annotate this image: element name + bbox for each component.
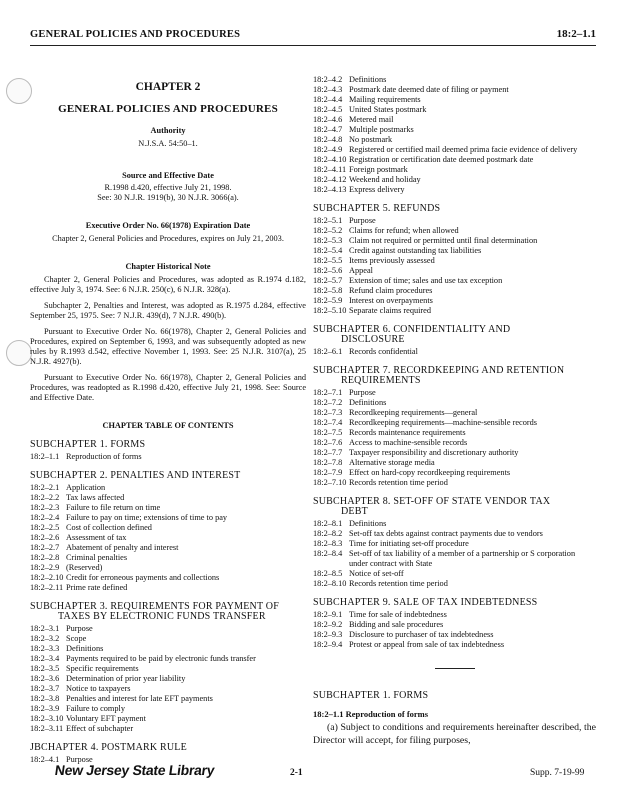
- toc-item-number: 18:2–4.10: [313, 155, 347, 164]
- toc-item-title: Credit against outstanding tax liabilities: [349, 246, 482, 255]
- toc-item: [313, 286, 596, 296]
- toc-subchapter-9-title: SUBCHAPTER 9. SALE OF TAX INDEBTEDNESS: [313, 597, 538, 608]
- toc-item-number: 18:2–7.7: [313, 448, 343, 457]
- title-line: SUBCHAPTER 7. RECORDKEEPING AND RETENTION: [313, 365, 565, 376]
- title-line: SUBCHAPTER 8. SET-OFF OF STATE VENDOR TAX: [313, 496, 551, 507]
- toc-item: [30, 523, 306, 533]
- toc-heading: CHAPTER TABLE OF CONTENTS: [102, 421, 234, 430]
- toc-item-title: Effect of subchapter: [66, 724, 134, 733]
- authority-text: N.J.S.A. 54:50–1.: [138, 139, 198, 148]
- toc-item-title: No postmark: [349, 135, 393, 144]
- body-subchapter-title: SUBCHAPTER 1. FORMS: [313, 690, 429, 701]
- executive-order-text: Chapter 2, General Policies and Procedures, expires on July 21, 2003.: [52, 234, 284, 243]
- toc-item-title: Application: [66, 483, 106, 492]
- toc-item-title: Failure to pay on time; extensions of time to pay: [66, 513, 228, 522]
- toc-item-number: 18:2–1.1: [30, 452, 60, 461]
- toc-item: [313, 165, 596, 175]
- toc-item: [313, 519, 596, 529]
- toc-item-title: Reproduction of forms: [66, 452, 142, 461]
- toc-item: [313, 458, 596, 468]
- toc-item-title: Separate claims required: [349, 306, 432, 315]
- toc-item-number: 18:2–3.8: [30, 694, 60, 703]
- toc-list: [313, 519, 596, 589]
- supplement-date: Supp. 7-19-99: [530, 768, 585, 778]
- toc-subchapter-7-title: [313, 366, 596, 386]
- toc-item-number: 18:2–7.10: [313, 478, 347, 487]
- toc-subchapter-2-title: SUBCHAPTER 2. PENALTIES AND INTEREST: [30, 470, 241, 481]
- toc-item-number: 18:2–4.12: [313, 175, 347, 184]
- toc-item-title: (Reserved): [66, 563, 103, 572]
- chapter-name: GENERAL POLICIES AND PROCEDURES: [58, 103, 278, 115]
- toc-list: [30, 483, 306, 593]
- toc-item: [313, 256, 596, 266]
- toc-item-title: Records retention time period: [349, 579, 448, 588]
- toc-item: [313, 610, 596, 620]
- toc-item: [313, 75, 596, 85]
- toc-item: [313, 640, 596, 650]
- toc-item-title: Credit for erroneous payments and collections: [66, 573, 220, 582]
- title-line: SUBCHAPTER 6. CONFIDENTIALITY AND: [313, 324, 511, 335]
- toc-item-title: Definitions: [349, 398, 387, 407]
- title-line: REQUIREMENTS: [341, 375, 421, 386]
- toc-item: [313, 276, 596, 286]
- toc-item-title: Records confidential: [349, 347, 418, 356]
- toc-item: [313, 246, 596, 256]
- toc-item-number: 18:2–3.9: [30, 704, 60, 713]
- toc-list: [30, 452, 306, 462]
- right-column: [313, 75, 596, 747]
- toc-item: [30, 634, 306, 644]
- toc-item-number: 18:2–6.1: [313, 347, 343, 356]
- toc-item-number: 18:2–4.5: [313, 105, 343, 114]
- toc-item-number: 18:2–7.2: [313, 398, 343, 407]
- toc-item-number: 18:2–2.2: [30, 493, 60, 502]
- page-number: 2-1: [290, 768, 303, 778]
- title-line: DEBT: [341, 506, 368, 517]
- toc-item-number: 18:2–3.2: [30, 634, 60, 643]
- toc-item-title: Recordkeeping requirements—general: [349, 408, 478, 417]
- toc-list: [313, 610, 596, 650]
- toc-item-title: Cost of collection defined: [66, 523, 152, 532]
- body-paragraph: (a) Subject to conditions and requirements hereinafter described, the Director will accept, for filing purposes,: [313, 722, 596, 746]
- title-line: SUBCHAPTER 3. REQUIREMENTS FOR PAYMENT OF: [30, 601, 279, 612]
- toc-subchapter-3-title: [30, 602, 306, 622]
- toc-item-number: 18:2–2.10: [30, 573, 64, 582]
- toc-item-number: 18:2–7.6: [313, 438, 343, 447]
- toc-item-number: 18:2–3.11: [30, 724, 64, 733]
- toc-item-title: Registration or certification date deemed postmark date: [349, 155, 534, 164]
- toc-item-number: 18:2–3.5: [30, 664, 60, 673]
- toc-item: [313, 438, 596, 448]
- toc-item: [30, 573, 306, 583]
- toc-item: [313, 236, 596, 246]
- toc-item-title: Notice of set-off: [349, 569, 404, 578]
- source-heading: Source and Effective Date: [122, 171, 214, 180]
- toc-item: [313, 95, 596, 105]
- toc-item-number: 18:2–5.1: [313, 216, 343, 225]
- toc-item-number: 18:2–9.2: [313, 620, 343, 629]
- toc-item-title: Determination of prior year liability: [66, 674, 186, 683]
- historical-note-heading: Chapter Historical Note: [125, 262, 211, 271]
- toc-item: [313, 448, 596, 458]
- toc-item-number: 18:2–4.8: [313, 135, 343, 144]
- toc-item-number: 18:2–2.3: [30, 503, 60, 512]
- toc-item-number: 18:2–5.7: [313, 276, 343, 285]
- toc-item-number: 18:2–3.1: [30, 624, 60, 633]
- title-line: TAXES BY ELECTRONIC FUNDS TRANSFER: [58, 611, 266, 622]
- toc-item-title: Tax laws affected: [66, 493, 125, 502]
- toc-item-number: 18:2–7.3: [313, 408, 343, 417]
- section-number: 18:2–1.1: [313, 709, 344, 719]
- toc-item-title: Express delivery: [349, 185, 405, 194]
- toc-item: [313, 85, 596, 95]
- toc-item-number: 18:2–5.2: [313, 226, 343, 235]
- toc-item: [30, 503, 306, 513]
- toc-item: [30, 493, 306, 503]
- toc-item-title: Disclosure to purchaser of tax indebtedness: [349, 630, 494, 639]
- toc-list: [313, 347, 596, 357]
- toc-item-number: 18:2–5.4: [313, 246, 343, 255]
- toc-item-number: 18:2–5.8: [313, 286, 343, 295]
- toc-item-title: Payments required to be paid by electronic funds transfer: [66, 654, 256, 663]
- toc-item: [313, 388, 596, 398]
- toc-item: [30, 533, 306, 543]
- binder-hole: [6, 340, 32, 366]
- toc-item: [30, 654, 306, 664]
- toc-item: [313, 306, 596, 316]
- toc-item-title: Assessment of tax: [66, 533, 127, 542]
- toc-item-title: Taxpayer responsibility and discretionary authority: [349, 448, 519, 457]
- toc-item-number: 18:2–2.8: [30, 553, 60, 562]
- toc-item-number: 18:2–9.3: [313, 630, 343, 639]
- toc-item: [30, 674, 306, 684]
- toc-item-title: Time for initiating set-off procedure: [349, 539, 469, 548]
- header-title: GENERAL POLICIES AND PROCEDURES: [30, 29, 241, 40]
- toc-item-title: Definitions: [66, 644, 104, 653]
- toc-item-title: Protest or appeal from sale of tax indebtedness: [349, 640, 505, 649]
- title-line: DISCLOSURE: [341, 334, 405, 345]
- toc-item-title: Interest on overpayments: [349, 296, 433, 305]
- toc-subchapter-4-title: JBCHAPTER 4. POSTMARK RULE: [30, 742, 187, 753]
- toc-list: [313, 216, 596, 316]
- toc-item-number: 18:2–2.5: [30, 523, 60, 532]
- toc-item-number: 18:2–2.1: [30, 483, 60, 492]
- toc-item: [30, 513, 306, 523]
- toc-item-title: Time for sale of indebtedness: [349, 610, 447, 619]
- toc-item-title: Definitions: [349, 519, 387, 528]
- toc-item-number: 18:2–8.1: [313, 519, 343, 528]
- toc-item: [313, 418, 596, 428]
- toc-item-title: Failure to file return on time: [66, 503, 161, 512]
- toc-item-number: 18:2–5.3: [313, 236, 343, 245]
- header-section: 18:2–1.1: [556, 28, 596, 40]
- toc-item: [313, 408, 596, 418]
- toc-item: [30, 704, 306, 714]
- toc-item-title: Scope: [66, 634, 87, 643]
- toc-item: [313, 468, 596, 478]
- toc-item-title: Extension of time; sales and use tax exception: [349, 276, 503, 285]
- toc-item: [313, 398, 596, 408]
- toc-item: [313, 105, 596, 115]
- body-section-heading: [313, 709, 596, 719]
- toc-item: [313, 478, 596, 488]
- toc-item-title: Foreign postmark: [349, 165, 408, 174]
- toc-item-title: Voluntary EFT payment: [66, 714, 146, 723]
- toc-item: [313, 569, 596, 579]
- toc-item-number: 18:2–2.4: [30, 513, 60, 522]
- toc-subchapter-5-title: SUBCHAPTER 5. REFUNDS: [313, 203, 441, 214]
- toc-item-number: 18:2–8.10: [313, 579, 347, 588]
- toc-item-title: Penalties and interest for late EFT payments: [66, 694, 213, 703]
- toc-item-title: Notice to taxpayers: [66, 684, 131, 693]
- toc-item-number: 18:2–5.5: [313, 256, 343, 265]
- toc-item: [313, 620, 596, 630]
- library-stamp: New Jersey State Library: [53, 762, 216, 778]
- toc-item-number: 18:2–2.6: [30, 533, 60, 542]
- toc-item: [30, 452, 306, 462]
- toc-item-number: 18:2–5.9: [313, 296, 343, 305]
- toc-item: [313, 135, 596, 145]
- toc-item: [313, 175, 596, 185]
- toc-item-title: United States postmark: [349, 105, 427, 114]
- toc-item-number: 18:2–5.6: [313, 266, 343, 275]
- toc-item-title: Postmark date deemed date of filing or payment: [349, 85, 509, 94]
- toc-item: [313, 347, 596, 357]
- toc-item-number: 18:2–3.10: [30, 714, 64, 723]
- section-divider: [435, 668, 475, 669]
- toc-item: [30, 644, 306, 654]
- toc-item: [30, 714, 306, 724]
- historical-note-para: Pursuant to Executive Order No. 66(1978), Chapter 2, General Policies and Procedures, was readopted as R.1998 d.420, effective July 21, 1998. See: Source and Effective Date.: [30, 373, 306, 402]
- toc-item-number: 18:2–4.7: [313, 125, 343, 134]
- toc-item-number: 18:2–4.2: [313, 75, 343, 84]
- toc-item-title: Abatement of penalty and interest: [66, 543, 179, 552]
- toc-item-title: Purpose: [349, 216, 376, 225]
- toc-item-number: 18:2–7.5: [313, 428, 343, 437]
- toc-subchapter-1-title: SUBCHAPTER 1. FORMS: [30, 439, 146, 450]
- toc-item: [30, 694, 306, 704]
- toc-item: [313, 529, 596, 539]
- executive-order-heading: Executive Order No. 66(1978) Expiration Date: [85, 221, 251, 230]
- toc-item-number: 18:2–4.11: [313, 165, 347, 174]
- toc-item-number: 18:2–4.4: [313, 95, 343, 104]
- toc-item-title: Definitions: [349, 75, 387, 84]
- toc-item-title: Records retention time period: [349, 478, 448, 487]
- toc-item: [313, 185, 596, 195]
- historical-note-para: Pursuant to Executive Order No. 66(1978), Chapter 2, General Policies and Procedures, expired on September 6, 1993, and was subsequently adopted as new rules by R.1993 d.542, effective November 1, 1993. See: 25 N.J.R. 3107(a), 25 N.J.R. 4927(b).: [30, 327, 306, 366]
- toc-item-title: Criminal penalties: [66, 553, 128, 562]
- toc-item: [313, 266, 596, 276]
- toc-item-title: Claims for refund; when allowed: [349, 226, 459, 235]
- toc-item-title: Claim not required or permitted until final determination: [349, 236, 538, 245]
- toc-item-number: 18:2–4.6: [313, 115, 343, 124]
- toc-item-number: 18:2–9.1: [313, 610, 343, 619]
- chapter-number: CHAPTER 2: [135, 81, 201, 93]
- toc-item-title: Items previously assessed: [349, 256, 435, 265]
- toc-item: [30, 724, 306, 734]
- toc-item: [313, 125, 596, 135]
- toc-item-title: Bidding and sale procedures: [349, 620, 444, 629]
- toc-item-number: 18:2–3.3: [30, 644, 60, 653]
- toc-item-number: 18:2–8.2: [313, 529, 343, 538]
- toc-subchapter-8-title: [313, 497, 596, 517]
- toc-item-title: Purpose: [66, 624, 93, 633]
- toc-item: [30, 664, 306, 674]
- toc-list: [30, 624, 306, 734]
- toc-item-title: Alternative storage media: [349, 458, 435, 467]
- toc-item: [313, 115, 596, 125]
- toc-item-number: 18:2–7.4: [313, 418, 343, 427]
- section-title: Reproduction of forms: [345, 709, 429, 719]
- toc-item-number: 18:2–7.9: [313, 468, 343, 477]
- toc-item: [30, 583, 306, 593]
- running-header: [30, 25, 596, 46]
- toc-item-title: Multiple postmarks: [349, 125, 414, 134]
- toc-item-title: Recordkeeping requirements—machine-sensible records: [349, 418, 537, 427]
- toc-item-number: 18:2–8.4: [313, 549, 343, 558]
- authority-heading: Authority: [150, 126, 186, 135]
- toc-item-number: 18:2–7.1: [313, 388, 343, 397]
- toc-item: [313, 155, 596, 165]
- toc-item: [313, 539, 596, 549]
- toc-item-number: 18:2–8.5: [313, 569, 343, 578]
- toc-item-title: Set-off tax debts against contract payments due to vendors: [349, 529, 543, 538]
- toc-item-title: Appeal: [349, 266, 373, 275]
- toc-item: [313, 630, 596, 640]
- toc-item: [313, 145, 596, 155]
- toc-item-title: Purpose: [349, 388, 376, 397]
- toc-item-title: Set-off of tax liability of a member of a partnership or S corporation under contract with State: [349, 549, 576, 568]
- toc-item-title: Failure to comply: [66, 704, 125, 713]
- historical-note-para: Chapter 2, General Policies and Procedures, was adopted as R.1974 d.182, effective July 3, 1974. See: 6 N.J.R. 250(c), 6 N.J.R. 328(a).: [30, 275, 306, 294]
- toc-item-title: Effect on hard-copy recordkeeping requirements: [349, 468, 511, 477]
- toc-item-title: Mailing requirements: [349, 95, 421, 104]
- toc-item: [313, 579, 596, 589]
- toc-item: [313, 549, 596, 569]
- toc-item-title: Specific requirements: [66, 664, 139, 673]
- toc-item-title: Records maintenance requirements: [349, 428, 466, 437]
- toc-item-number: 18:2–4.3: [313, 85, 343, 94]
- toc-item-title: Purpose: [66, 755, 93, 764]
- toc-item: [30, 553, 306, 563]
- toc-item: [313, 226, 596, 236]
- toc-item-number: 18:2–2.7: [30, 543, 60, 552]
- toc-item-title: Access to machine-sensible records: [349, 438, 468, 447]
- toc-item-title: Refund claim procedures: [349, 286, 433, 295]
- source-line-2: See: 30 N.J.R. 1919(b), 30 N.J.R. 3066(a).: [97, 193, 239, 202]
- toc-item-number: 18:2–8.3: [313, 539, 343, 548]
- left-column: [30, 72, 306, 765]
- toc-item-number: 18:2–2.9: [30, 563, 60, 572]
- toc-item-number: 18:2–9.4: [313, 640, 343, 649]
- toc-item-title: Registered or certified mail deemed prima facie evidence of delivery: [349, 145, 578, 154]
- toc-item: [313, 216, 596, 226]
- toc-item: [30, 563, 306, 573]
- toc-item: [30, 684, 306, 694]
- toc-item: [30, 543, 306, 553]
- toc-item-number: 18:2–3.7: [30, 684, 60, 693]
- toc-item-title: Prime rate defined: [66, 583, 128, 592]
- toc-item-number: 18:2–5.10: [313, 306, 347, 315]
- toc-list: [313, 75, 596, 195]
- toc-item-number: 18:2–3.4: [30, 654, 60, 663]
- toc-item: [30, 483, 306, 493]
- historical-note-para: Subchapter 2, Penalties and Interest, was adopted as R.1975 d.284, effective September 25, 1975. See: 7 N.J.R. 439(d), 7 N.J.R. 490(b).: [30, 301, 306, 320]
- toc-item: [313, 428, 596, 438]
- source-line-1: R.1998 d.420, effective July 21, 1998.: [104, 183, 232, 192]
- toc-item-title: Metered mail: [349, 115, 394, 124]
- toc-item-number: 18:2–4.1: [30, 755, 60, 764]
- toc-item-number: 18:2–7.8: [313, 458, 343, 467]
- toc-item-number: 18:2–4.9: [313, 145, 343, 154]
- binder-hole: [6, 78, 32, 104]
- toc-item: [313, 296, 596, 306]
- toc-subchapter-6-title: [313, 325, 596, 345]
- toc-item-number: 18:2–2.11: [30, 583, 64, 592]
- toc-item: [30, 624, 306, 634]
- toc-item-number: 18:2–4.13: [313, 185, 347, 194]
- toc-item-title: Weekend and holiday: [349, 175, 421, 184]
- toc-item-number: 18:2–3.6: [30, 674, 60, 683]
- toc-list: [313, 388, 596, 488]
